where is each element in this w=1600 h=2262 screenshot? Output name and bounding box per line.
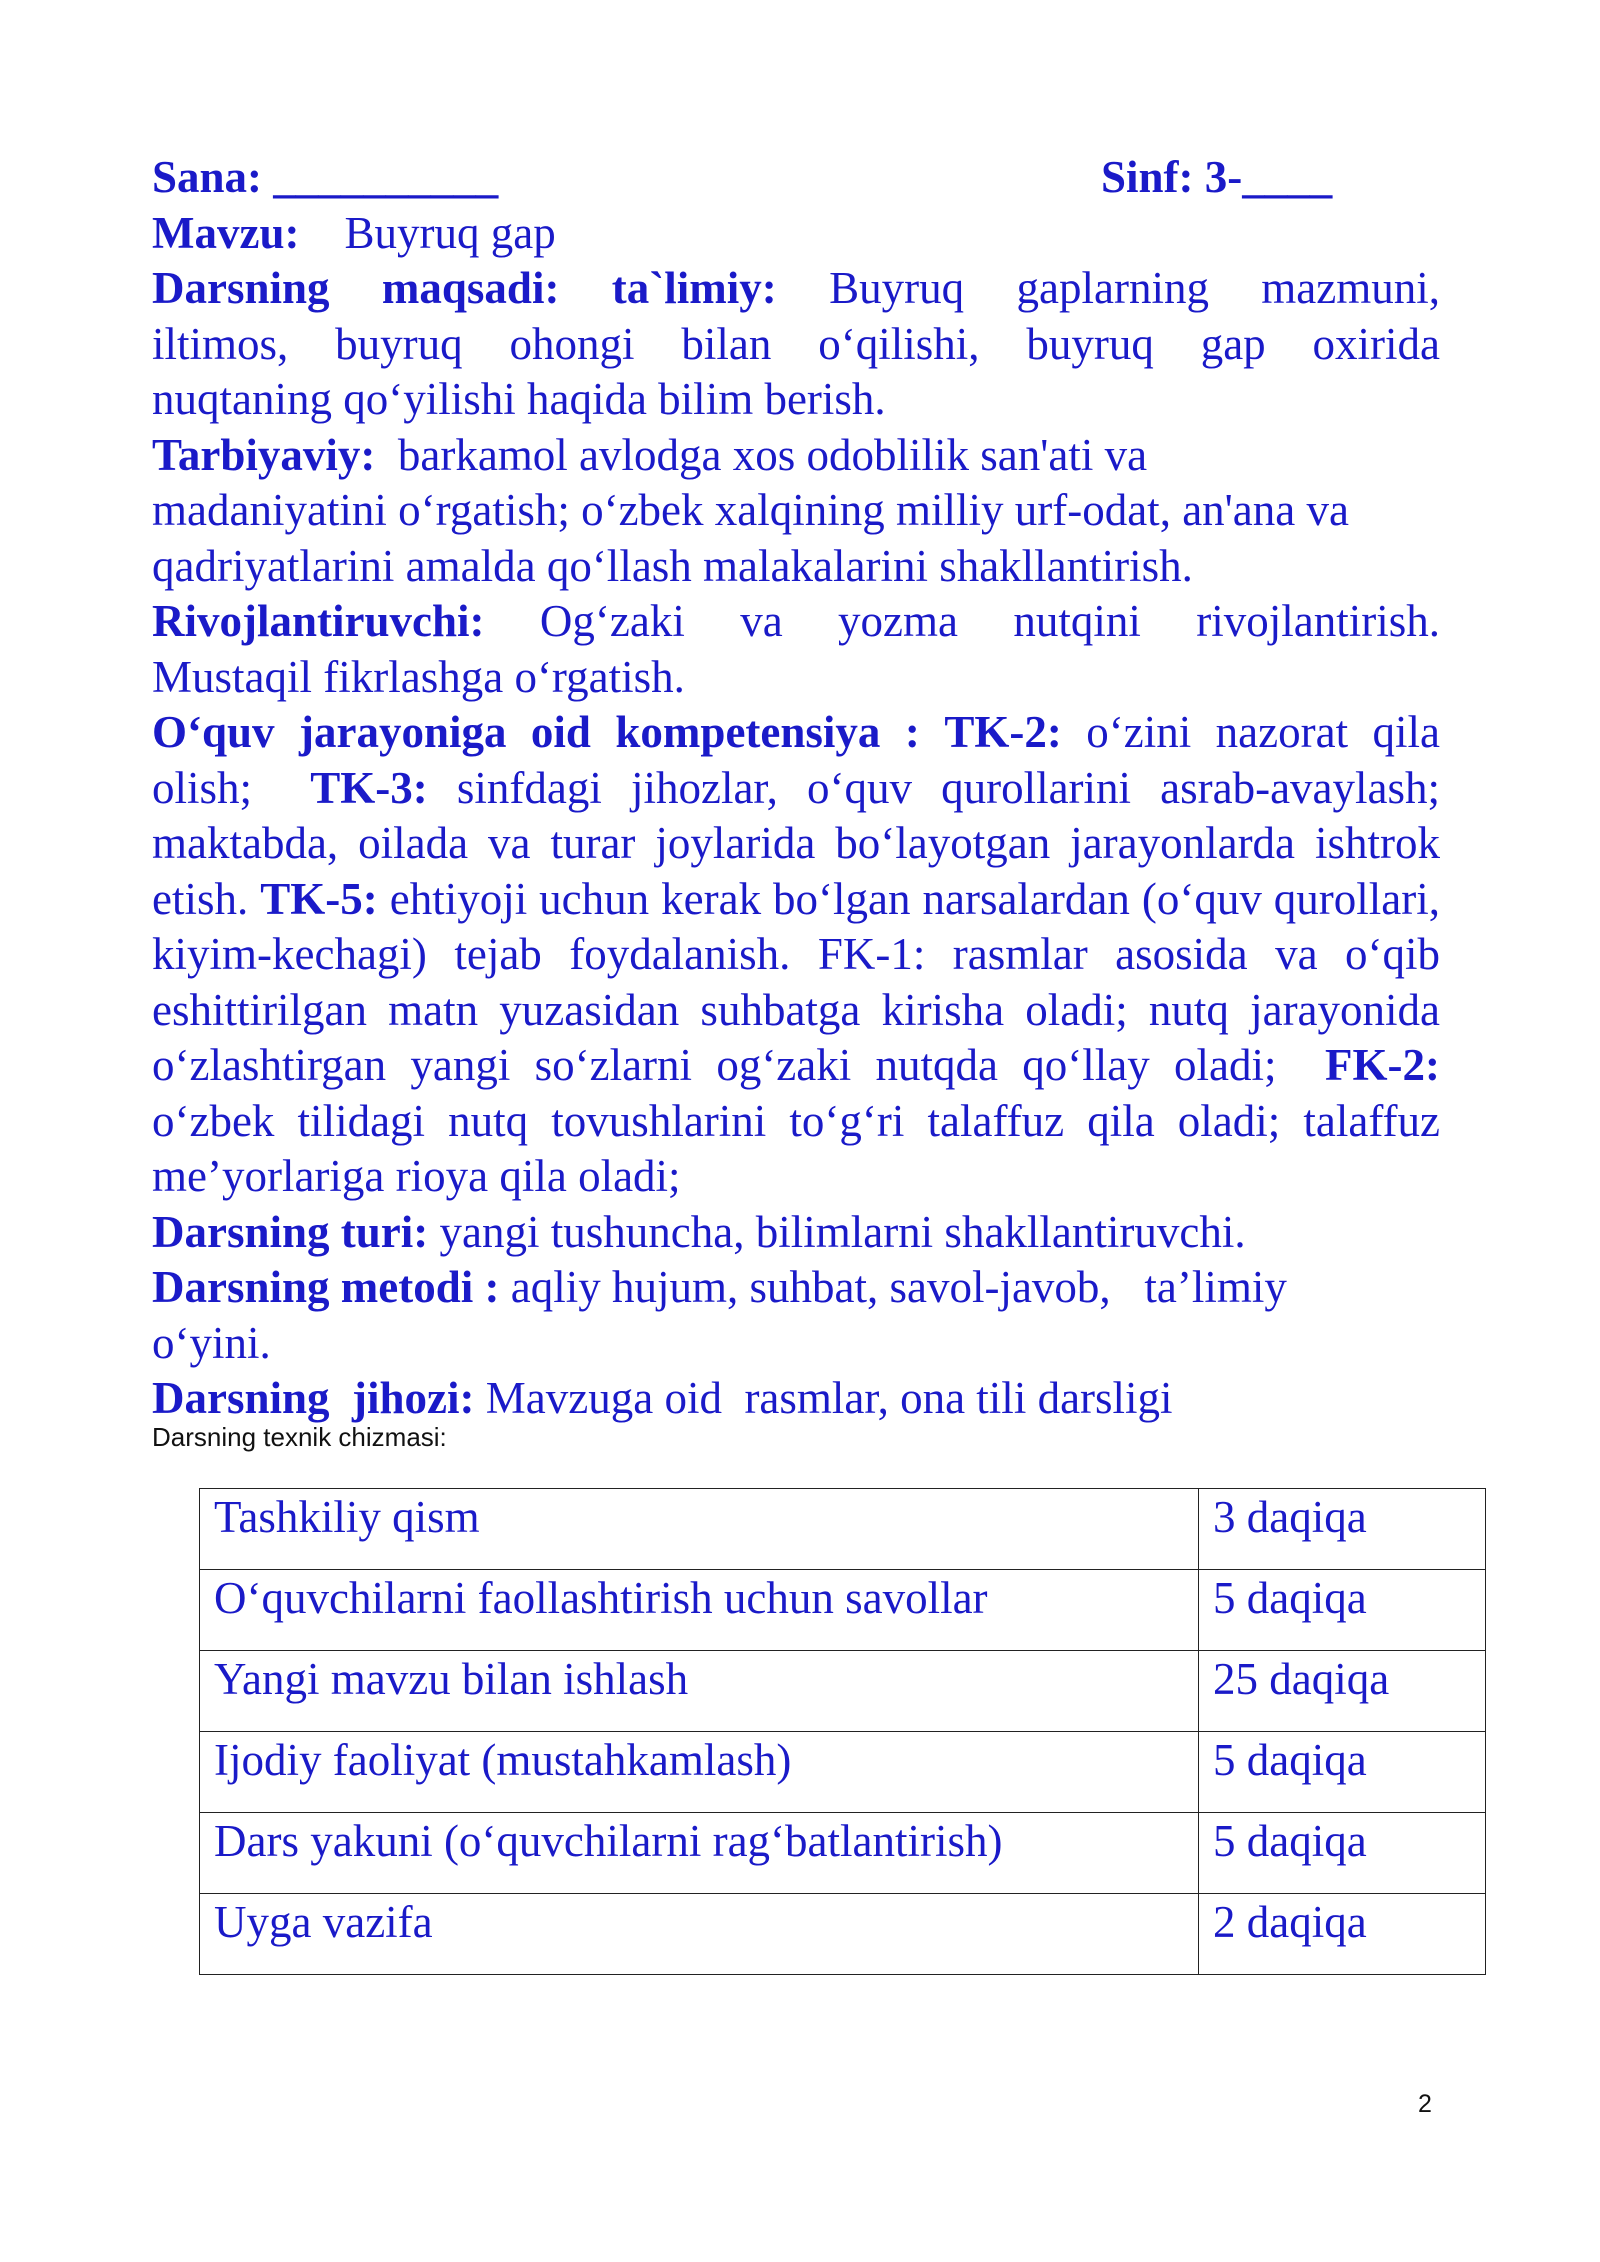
stage-cell: Ijodiy faoliyat (mustahkamlash) xyxy=(200,1732,1199,1813)
tk2-text: o‘zini nazorat qila olish; xyxy=(152,707,1441,813)
tk2-label: TK-2: xyxy=(944,707,1062,757)
maqsad-line-1 xyxy=(152,261,1440,317)
header-row xyxy=(152,150,1440,206)
sinf-blank: ____ xyxy=(1242,152,1333,202)
rivojlantiruvchi-text-1: Og‘zaki va yozma nutqini rivojlantirish. xyxy=(539,596,1440,646)
metodi-line-1 xyxy=(152,1260,1440,1316)
mavzu-value: Buyruq gap xyxy=(344,207,556,258)
table-row xyxy=(200,1732,1486,1813)
turi-label: Darsning turi: xyxy=(152,1206,429,1257)
jihozi-value: Mavzuga oid rasmlar, ona tili darsligi xyxy=(485,1373,1173,1423)
maqsad-text-1: Buyruq gaplarning mazmuni, xyxy=(829,263,1441,313)
tarbiyaviy-label: Tarbiyaviy: xyxy=(152,429,376,480)
maqsad-line-3: nuqtaning qo‘yilishi haqida bilim berish. xyxy=(152,374,886,424)
duration-cell: 5 daqiqa xyxy=(1199,1813,1486,1894)
jihozi-label: Darsning jihozi: xyxy=(152,1373,475,1423)
rivojlantiruvchi-line-2: Mustaqil fikrlashga o‘rgatish. xyxy=(152,651,685,702)
stage-cell: Uygа vazifa xyxy=(200,1894,1199,1975)
tarbiyaviy-line-2: madaniyatini o‘rgatish; o‘zbek xalqining milliy urf-odat, an'ana va xyxy=(152,485,1349,535)
stage-cell: Dars yakuni (o‘quvchilarni rag‘batlantirish) xyxy=(200,1813,1199,1894)
tk5-text: ehtiyoji uchun kerak bo‘lgan narsalardan (o‘quv qurollari, kiyim-kechagi) tejab foydalanish. FK-1: rasmlar asosida va o‘qib eshittirilgan matn yuzasidan suhbatga kirisha oladi; nutq jarayonida o‘zlashtirgan yangi so‘zlarni og‘zaki nutqda qo‘llay oladi; xyxy=(152,873,1440,1090)
tk3-label: TK-3: xyxy=(310,762,428,813)
duration-cell: 3 daqiqa xyxy=(1199,1489,1486,1570)
table-row xyxy=(200,1651,1486,1732)
kompetensiya-paragraph xyxy=(152,705,1440,1205)
tk3-text: sinfdagi jihozlar, o‘quv qurollarini asrab-avaylash; maktabda, oilada va turar joylarida bo‘layotgan jarayonlarda ishtrok etish. xyxy=(152,762,1441,924)
mavzu-label: Mavzu: xyxy=(152,207,300,258)
turi-line xyxy=(152,1205,1440,1261)
table-row xyxy=(200,1489,1486,1570)
jihozi-line xyxy=(152,1371,1440,1427)
sana-label: Sana: xyxy=(152,152,263,202)
tarbiyaviy-line-3: qadriyatlarini amalda qo‘llash malakalarini shakllantirish. xyxy=(152,540,1193,591)
metodi-line-2: o‘yini. xyxy=(152,1317,271,1368)
tarbiyaviy-text-1: barkamol avlodga xos odoblilik san'ati va xyxy=(397,429,1148,480)
lesson-schedule-table xyxy=(199,1488,1486,1975)
sinf-label: Sinf: 3- xyxy=(1101,152,1243,202)
sana-blank: __________ xyxy=(273,152,499,202)
fk2-label: FK-2: xyxy=(1325,1040,1440,1090)
table-row xyxy=(200,1813,1486,1894)
page-number: 2 xyxy=(1418,2090,1432,2118)
metodi-label: Darsning metodi : xyxy=(152,1262,500,1312)
duration-cell: 2 daqiqa xyxy=(1199,1894,1486,1975)
fk2-text: o‘zbek tilidagi nutq tovushlarini to‘g‘ri talaffuz qila oladi; talaffuz me’yorlariga rioya qila oladi; xyxy=(152,1095,1440,1201)
stage-cell: Yangi mavzu bilan ishlash xyxy=(200,1651,1199,1732)
table-row xyxy=(200,1570,1486,1651)
tk5-label: TK-5: xyxy=(260,873,378,924)
duration-cell: 5 daqiqa xyxy=(1199,1570,1486,1651)
rivojlantiruvchi-label: Rivojlantiruvchi: xyxy=(152,596,485,646)
maqsad-label: Darsning maqsadi: ta`limiy: xyxy=(152,263,777,313)
stage-cell: Tashkiliy qism xyxy=(200,1489,1199,1570)
duration-cell: 25 daqiqa xyxy=(1199,1651,1486,1732)
sinf-field xyxy=(1101,150,1332,206)
tarbiyaviy-line-1 xyxy=(152,428,1440,484)
kompetensiya-label: O‘quv jarayoniga oid kompetensiya : xyxy=(152,707,920,757)
duration-cell: 5 daqiqa xyxy=(1199,1732,1486,1813)
chizma-caption: Darsning texnik chizmasi: xyxy=(152,1422,447,1452)
rivojlantiruvchi-line-1 xyxy=(152,594,1440,650)
maqsad-line-2: iltimos, buyruq ohongi bilan o‘qilishi, buyruq gap oxirida xyxy=(152,318,1440,369)
lesson-plan-body xyxy=(152,150,1440,1427)
turi-value: yangi tushuncha, bilimlarni shakllantiruvchi. xyxy=(439,1206,1246,1257)
table-row xyxy=(200,1894,1486,1975)
metodi-value: aqliy hujum, suhbat, savol-javob, ta’limiy xyxy=(510,1262,1287,1312)
mavzu-line xyxy=(152,206,1440,262)
stage-cell: O‘quvchilarni faollashtirish uchun savollar xyxy=(200,1570,1199,1651)
